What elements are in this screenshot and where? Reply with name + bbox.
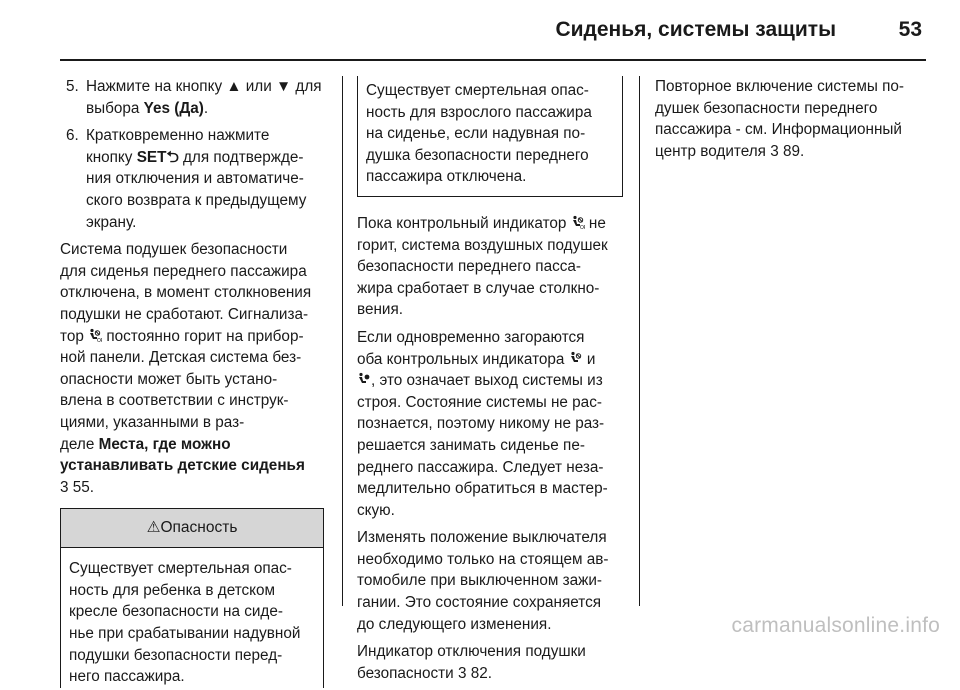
- back-arrow-icon: ⮌: [166, 148, 179, 166]
- danger-box: [60, 508, 324, 688]
- column-divider: [342, 76, 343, 606]
- airbag-info-paragraph: Система подушек безопасности для сиденья переднего пассажира отключена, в момент столкновения подушки не сработают. Сигнализа- тор O постоянно горит на прибор- ной панели. Детская система без- опасности может быть устано- влена в соответствии с инструк- циями, указанными в раз- деле Места, где можно устанавливать детские сиденья 3 55.: [60, 241, 312, 496]
- danger-box-title: Опасность: [160, 519, 238, 537]
- page-reference-icon: 3: [770, 142, 779, 160]
- page-number: 53: [898, 18, 922, 41]
- indicator-reference-paragraph: Индикатор отключения подушки безопасности 3 82.: [357, 643, 586, 682]
- page-reference-icon: 3: [60, 478, 69, 496]
- svg-text:OFF: O: [579, 224, 584, 229]
- column-3: [655, 76, 927, 168]
- steps-list: [60, 76, 324, 233]
- page-header: [60, 16, 926, 48]
- danger-box-body: Существует смертельная опас- ность для ребенка в детском кресле безопасности на сиде- нье при срабатывании надувной подушки безопасности перед- него пассажира.: [69, 560, 301, 686]
- danger-box-continued: Существует смертельная опас- ность для взрослого пассажира на сиденье, если надувная по- душка безопасности переднего пассажира отключена.: [357, 76, 623, 197]
- column-2: [357, 76, 623, 690]
- svg-text:OFF: O: [97, 337, 101, 342]
- danger-box-header: [61, 508, 323, 548]
- arrow-up-icon: ▲: [226, 78, 242, 95]
- step-6: 6. Кратковременно нажмите кнопку SET⮌ для подтвержде- ния отключения и автоматиче- ского возврата к предыдущему экрану.: [66, 127, 307, 231]
- column-divider: [639, 76, 640, 606]
- airbag-off-icon: [571, 215, 585, 229]
- arrow-down-icon: ▼: [276, 78, 292, 95]
- indicator-paragraph: Пока контрольный индикатор O не горит, система воздушных подушек безопасности переднего пасса- жира сработает в случае столкно- вения.: [357, 214, 608, 319]
- warning-triangle-icon: ⚠: [146, 519, 161, 537]
- airbag-off-icon: [569, 351, 583, 365]
- column-1: [60, 76, 324, 688]
- airbag-off-icon: [88, 328, 102, 342]
- failure-paragraph: Если одновременно загораются оба контрольных индикатора и , это означает выход системы из строя. Состояние системы не рас- познается, поэтому никому не раз- решается занимать сиденье пе- реднего пассажира. Следует неза- медлительно обратиться в мастер- скую.: [357, 328, 608, 519]
- step-5: 5. Нажмите на кнопку ▲ или ▼ для выбора Yes (Да).: [66, 78, 322, 117]
- switch-paragraph: Изменять положение выключателя необходимо только на стоящем ав- томобиле при выключенном зажи- гании. Это состояние сохраняется до следующего изменения.: [357, 529, 609, 633]
- reactivation-paragraph: Повторное включение системы по- душек безопасности переднего пассажира - см. Информационный центр водителя 3 89.: [655, 78, 904, 160]
- page-reference-icon: 3: [457, 664, 467, 682]
- watermark: carmanualsonline.info: [731, 614, 940, 637]
- page-title: Сиденья, системы защиты: [555, 18, 836, 41]
- airbag-on-icon: [357, 372, 371, 386]
- header-rule: [60, 59, 926, 61]
